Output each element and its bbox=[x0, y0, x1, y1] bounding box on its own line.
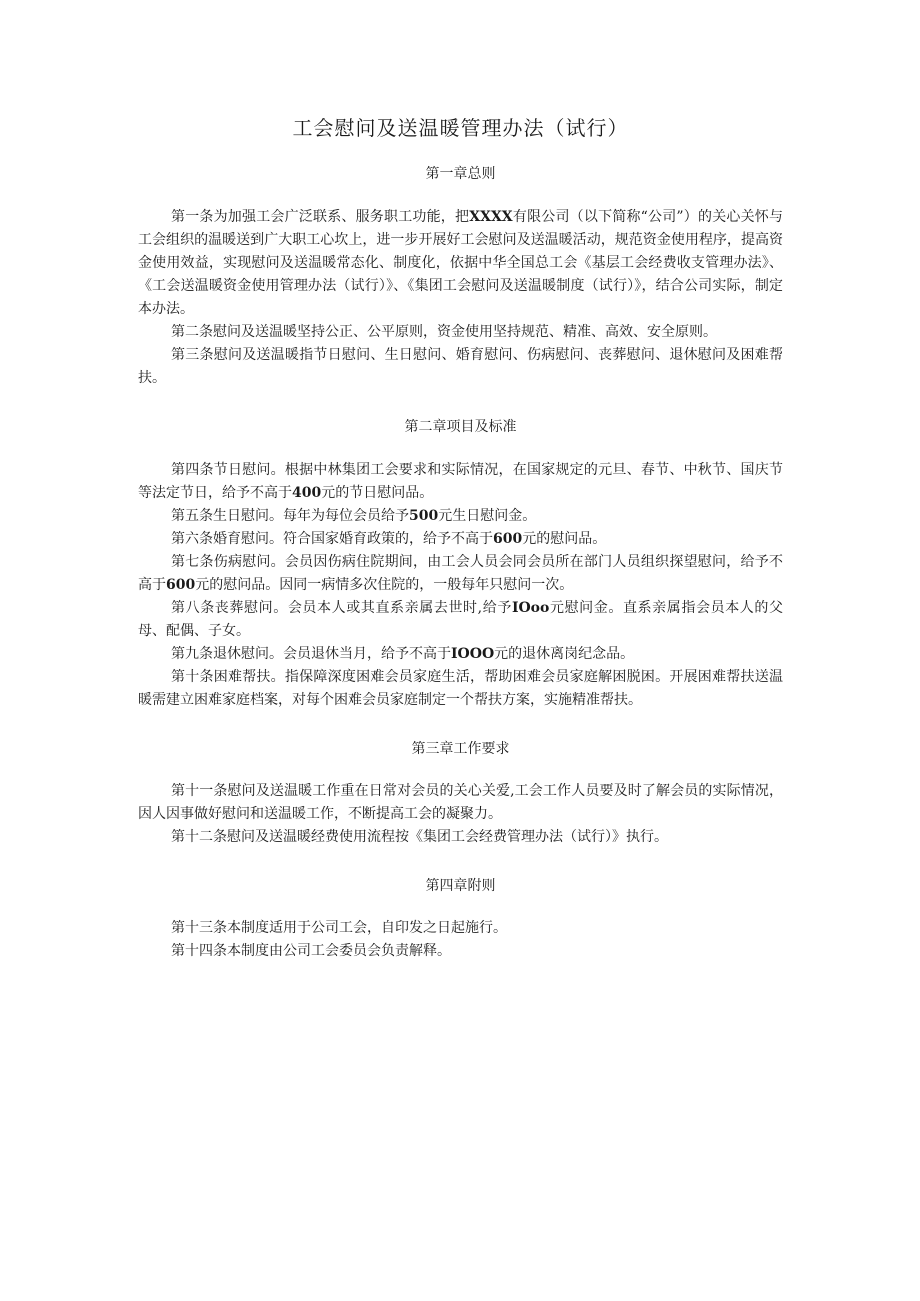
article-text: 第十二条慰问及送温暖经费使用流程按《集团工会经费管理办法（试行）》执行。 bbox=[171, 829, 668, 845]
article-text: 第六条婚育慰问。符合国家婚育政策的，给予不高于 bbox=[171, 531, 493, 547]
article-text: 元慰问金。直系亲属指会员本人的父母、配偶、子女。 bbox=[138, 600, 784, 639]
article-13 bbox=[138, 917, 783, 940]
article-text: 第三条慰问及送温暖指节日慰问、生日慰问、婚育慰问、伤病慰问、丧葬慰问、退休慰问及困难帮扶。 bbox=[138, 347, 783, 386]
chapter-heading: 第一章总则 bbox=[425, 166, 496, 182]
article-text: 第十条困难帮扶。指保障深度困难会员家庭生活，帮助困难会员家庭解困脱困。开展困难帮扶送温暖需建立困难家庭档案，对每个困难会员家庭制定一个帮扶方案，实施精准帮扶。 bbox=[138, 669, 783, 708]
article-text: 第十一条慰问及送温暖工作重在日常对会员的关心关爱,工会工作人员要及时了解会员的实际情况，因人因事做好慰问和送温暖工作，不断提高工会的凝聚力。 bbox=[138, 783, 783, 822]
amount-value: IOOO bbox=[451, 646, 495, 662]
article-text: 第五条生日慰问。每年为每位会员给予 bbox=[171, 508, 409, 524]
article-11 bbox=[138, 780, 783, 826]
chapter-body bbox=[138, 459, 783, 712]
chapter-heading: 第三章工作要求 bbox=[411, 741, 510, 757]
article-text: 第一条为加强工会广泛联系、服务职工功能，把 bbox=[171, 209, 470, 225]
article-7 bbox=[138, 551, 783, 597]
article-5 bbox=[138, 505, 783, 528]
article-text: 有限公司（以下简称“公司”）的关心关怀与工会组织的温暖送到广大职工心坎上，进一步开展好工会慰问及送温暖活动，规范资金使用程序，提高资金使用效益，实现慰问及送温暖常态化、制度化，依据中华全国总工会《基层工会经费收支管理办法》、《工会送温暖资金使用管理办法（试行）》、《集团工会慰问及送温暖制度（试行）》，结合公司实际，制定本办法。 bbox=[138, 209, 783, 317]
chapter-heading: 第二章项目及标准 bbox=[404, 419, 517, 435]
article-10 bbox=[138, 666, 783, 712]
article-text: 第二条慰问及送温暖坚持公正、公平原则，资金使用坚持规范、精准、高效、安全原则。 bbox=[171, 324, 717, 340]
chapter-heading: 第四章附则 bbox=[425, 878, 496, 894]
article-text: 元的节日慰问品。 bbox=[321, 485, 434, 501]
amount-value: IOoo bbox=[511, 600, 550, 616]
chapter-body bbox=[138, 917, 783, 963]
article-text: 第七条伤病慰问。会员因伤病住院期间，由工会人员会同会员所在部门人员组织探望慰问，给予不高于 bbox=[138, 554, 783, 593]
article-text: 第八条丧葬慰问。会员本人或其直系亲属去世时,给予 bbox=[171, 600, 512, 616]
chapter-body bbox=[138, 206, 783, 390]
article-3 bbox=[138, 344, 783, 390]
article-2 bbox=[138, 321, 783, 344]
article-text: 第十四条本制度由公司工会委员会负责解释。 bbox=[171, 943, 451, 959]
article-text: 第十三条本制度适用于公司工会，自印发之日起施行。 bbox=[171, 920, 507, 936]
company-name-placeholder: XXXX bbox=[469, 209, 513, 225]
article-text: 第九条退休慰问。会员退休当月，给予不高于 bbox=[171, 646, 451, 662]
document-title: 工会慰问及送温暖管理办法（试行） bbox=[292, 116, 629, 140]
article-1 bbox=[138, 206, 783, 321]
article-text: 第四条节日慰问。根据中林集团工会要求和实际情况，在国家规定的元旦、春节、中秋节、国庆节等法定节日，给予不高于 bbox=[138, 462, 783, 501]
article-4 bbox=[138, 459, 783, 505]
article-6 bbox=[138, 528, 783, 551]
article-12 bbox=[138, 826, 783, 849]
article-text: 元生日慰问金。 bbox=[438, 508, 537, 524]
amount-value: 600 bbox=[166, 577, 196, 593]
amount-value: 600 bbox=[493, 531, 523, 547]
amount-value: 500 bbox=[409, 508, 439, 524]
article-8 bbox=[138, 597, 783, 643]
chapter-body bbox=[138, 780, 783, 849]
article-text: 元的慰问品。因同一病情多次住院的，一般每年只慰问一次。 bbox=[195, 577, 574, 593]
amount-value: 400 bbox=[292, 485, 322, 501]
article-text: 元的慰问品。 bbox=[522, 531, 607, 547]
article-text: 元的退休离岗纪念品。 bbox=[494, 646, 635, 662]
article-14 bbox=[138, 940, 783, 963]
article-9 bbox=[138, 643, 783, 666]
